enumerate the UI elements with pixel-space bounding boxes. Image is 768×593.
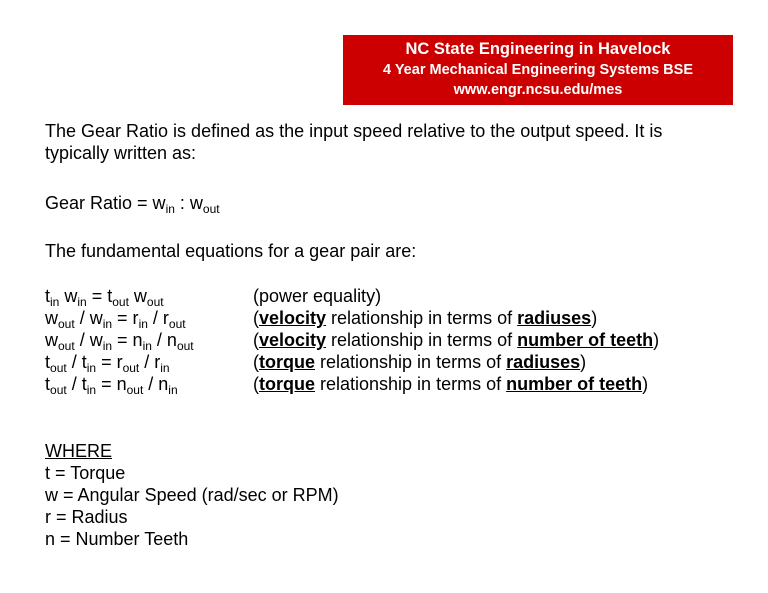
- subscript: out: [168, 317, 186, 331]
- equation-description: [253, 373, 659, 395]
- text: (: [253, 308, 259, 328]
- fundamental-label: The fundamental equations for a gear pair are:: [45, 241, 417, 261]
- where-section: [45, 440, 339, 550]
- emphasis: radiuses: [506, 352, 581, 372]
- term: / t: [66, 352, 87, 372]
- term: = n: [96, 374, 127, 394]
- emphasis: velocity: [259, 308, 327, 328]
- subscript: in: [77, 295, 87, 309]
- subscript: in: [168, 383, 178, 397]
- where-heading: WHERE: [45, 441, 112, 461]
- text: ): [653, 330, 660, 350]
- subscript: out: [176, 339, 194, 353]
- subscript: in: [165, 202, 175, 216]
- equation-description: [253, 307, 659, 329]
- equation: [45, 285, 194, 307]
- subscript: in: [138, 317, 148, 331]
- text: ): [580, 352, 587, 372]
- term: = t: [86, 286, 113, 306]
- subscript: out: [112, 295, 129, 309]
- subscript: in: [142, 339, 152, 353]
- emphasis: number of teeth: [506, 374, 643, 394]
- subscript: out: [58, 339, 75, 353]
- gear-ratio-formula: [45, 192, 220, 214]
- term: t: [45, 374, 51, 394]
- subscript: in: [102, 339, 113, 353]
- banner-subtitle: 4 Year Mechanical Engineering Systems BSE: [382, 62, 693, 78]
- subscript: in: [160, 361, 170, 375]
- text: (power equality): [253, 286, 382, 306]
- intro-paragraph: [45, 120, 662, 164]
- subscript: out: [58, 317, 75, 331]
- text: relationship in terms of: [326, 330, 518, 350]
- emphasis: velocity: [259, 330, 327, 350]
- emphasis: torque: [259, 352, 315, 372]
- subscript: in: [50, 295, 60, 309]
- definition: t = Torque: [45, 463, 126, 483]
- subscript: in: [102, 317, 113, 331]
- intro-line: The Gear Ratio is defined as the input speed relative to the output speed. It is: [45, 121, 663, 141]
- definition: r = Radius: [45, 507, 128, 527]
- text: relationship in terms of: [315, 374, 507, 394]
- term: = n: [112, 330, 143, 350]
- term: t: [45, 352, 51, 372]
- definition: n = Number Teeth: [45, 529, 189, 549]
- term: / w: [74, 330, 103, 350]
- equation-description: [253, 351, 659, 373]
- equation: [45, 373, 194, 395]
- descriptions-list: [253, 285, 659, 395]
- subscript: in: [86, 383, 97, 397]
- term: / r: [147, 308, 169, 328]
- term: / n: [151, 330, 177, 350]
- text: (: [253, 374, 259, 394]
- term: w: [59, 286, 78, 306]
- subscript: out: [126, 383, 144, 397]
- term: / n: [143, 374, 169, 394]
- banner-title: NC State Engineering in Havelock: [405, 40, 671, 58]
- term: / t: [66, 374, 87, 394]
- text: relationship in terms of: [315, 352, 507, 372]
- subscript: out: [122, 361, 140, 375]
- text: relationship in terms of: [326, 308, 518, 328]
- term: w: [45, 308, 58, 328]
- equation: [45, 351, 194, 373]
- text: ): [591, 308, 598, 328]
- text: ): [642, 374, 649, 394]
- equations-list: [45, 285, 194, 395]
- emphasis: radiuses: [517, 308, 592, 328]
- equation-description: [253, 329, 659, 351]
- term: Gear Ratio = w: [45, 193, 166, 213]
- term: = r: [96, 352, 123, 372]
- text: (: [253, 352, 259, 372]
- term: t: [45, 286, 51, 306]
- term: / r: [139, 352, 161, 372]
- term: = r: [112, 308, 139, 328]
- term: / w: [74, 308, 103, 328]
- subscript: out: [202, 202, 220, 216]
- equation: [45, 329, 194, 351]
- emphasis: torque: [259, 374, 315, 394]
- emphasis: number of teeth: [517, 330, 654, 350]
- text: (: [253, 330, 259, 350]
- subscript: out: [146, 295, 164, 309]
- subscript: out: [50, 383, 67, 397]
- equation: [45, 307, 194, 329]
- intro-line: typically written as:: [45, 143, 197, 163]
- header-banner: [343, 35, 733, 105]
- definition: w = Angular Speed (rad/sec or RPM): [45, 485, 339, 505]
- banner-url: www.engr.ncsu.edu/mes: [453, 82, 623, 98]
- subscript: in: [86, 361, 97, 375]
- subscript: out: [50, 361, 67, 375]
- term: : w: [174, 193, 203, 213]
- term: w: [128, 286, 147, 306]
- term: w: [45, 330, 58, 350]
- equation-description: [253, 285, 659, 307]
